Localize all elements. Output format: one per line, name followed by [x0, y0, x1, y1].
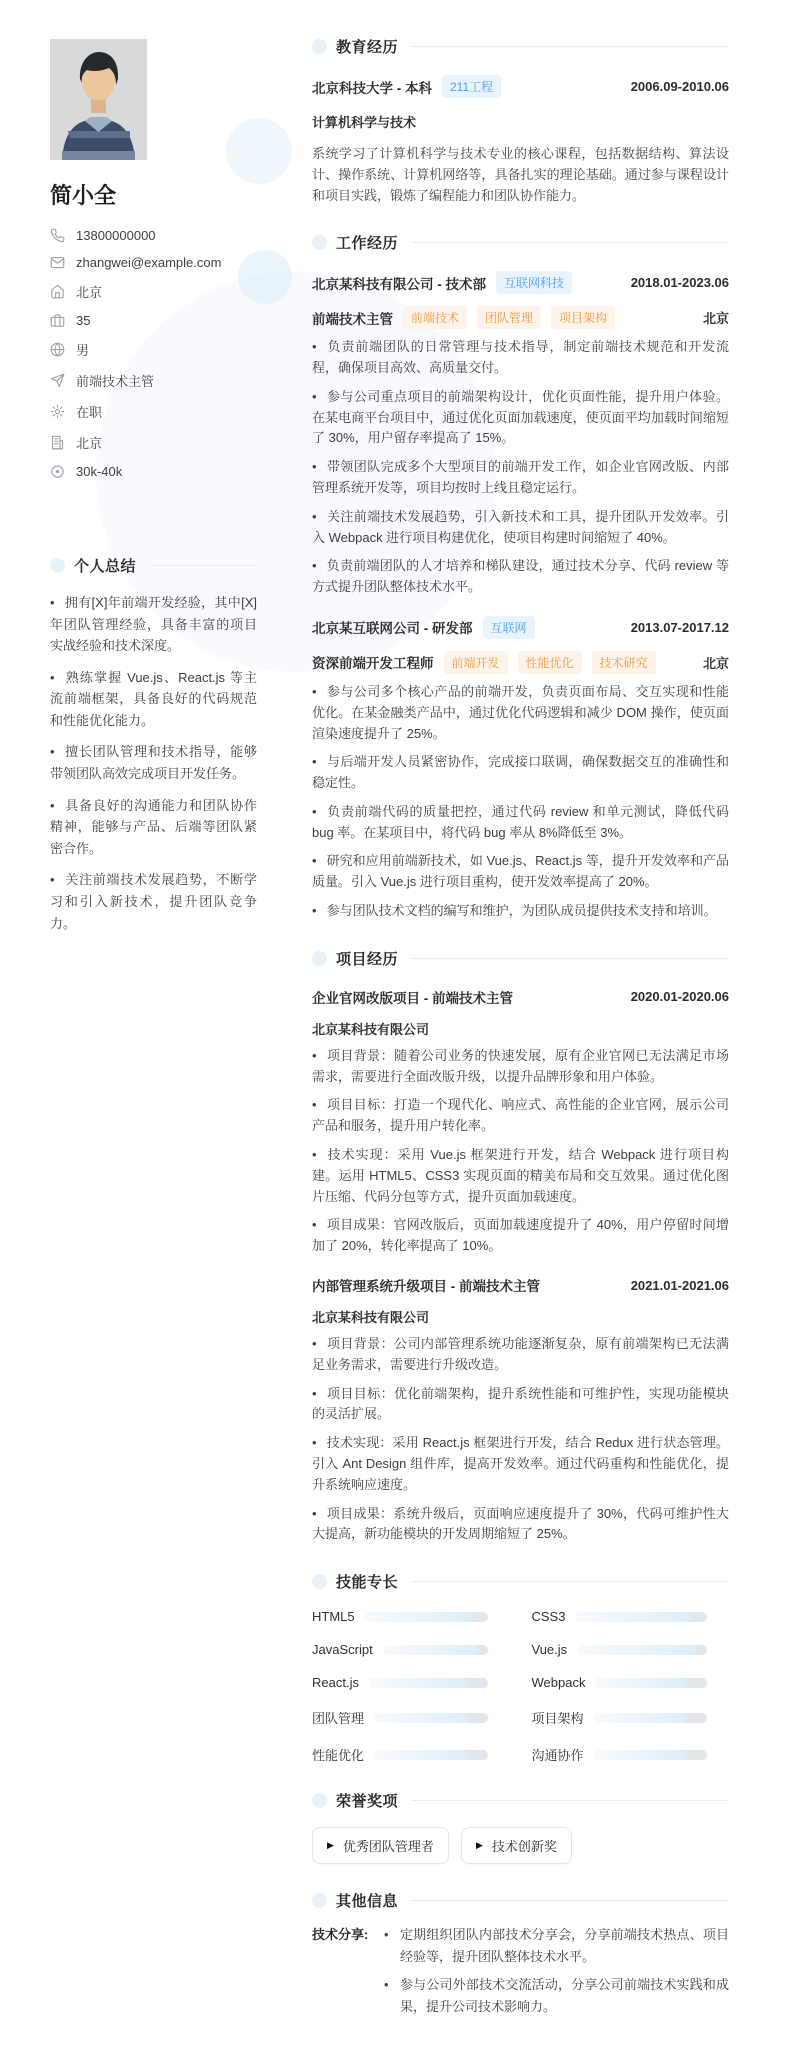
section-icon: [312, 1893, 327, 1908]
project-name: 内部管理系统升级项目 - 前端技术主管: [312, 1279, 540, 1295]
job-title: 资深前端开发工程师: [312, 656, 434, 672]
section-icon: [312, 1574, 327, 1589]
summary-item: • 关注前端技术发展趋势，不断学习和引入新技术，提升团队竞争力。: [50, 869, 257, 934]
project-entry: [312, 1275, 729, 1545]
building-icon: [50, 435, 65, 450]
skill-row: [312, 1642, 488, 1657]
company-name: 北京某互联网公司 - 研发部: [312, 621, 473, 637]
skill-row: [312, 1745, 488, 1764]
award-label: 技术创新奖: [491, 1839, 557, 1855]
project-company: 北京某科技有限公司: [312, 1310, 430, 1326]
project-bullet: • 项目背景：公司内部管理系统功能逐渐复杂，原有前端架构已无法满足业务需求，需要进行升级改造。: [312, 1334, 729, 1376]
award-list: [312, 1827, 729, 1864]
skill-name: CSS3: [531, 1609, 566, 1625]
project-date: 2020.01-2020.06: [630, 989, 729, 1005]
candidate-name: 简小全: [50, 183, 117, 208]
project-date: 2021.01-2021.06: [630, 1277, 729, 1293]
section-title: 工作经历: [336, 235, 399, 253]
section-title: 技能专长: [336, 1574, 399, 1592]
contact-item: [50, 255, 257, 270]
section-icon: [312, 1793, 327, 1808]
job-title: 前端技术主管: [312, 311, 393, 327]
contact-list: [50, 228, 257, 479]
project-bullet: • 项目背景：随着公司业务的快速发展，原有企业官网已无法满足市场需求，需要进行全面改版升级，以提升品牌形象和用户体验。: [312, 1046, 729, 1088]
section-divider: [411, 1581, 729, 1582]
skill-name: Vue.js: [531, 1642, 568, 1658]
skill-row: [532, 1745, 708, 1764]
job-tag: 技术研究: [592, 651, 656, 674]
section-icon: [312, 951, 327, 966]
section-divider: [149, 565, 257, 566]
project-bullets: [312, 1334, 729, 1545]
briefcase-icon: [50, 313, 65, 328]
job-bullet: • 关注前端技术发展趋势，引入新技术和工具，提升团队开发效率。引入 Webpack 进行项目构建优化，使项目构建时间缩短了 40%。: [312, 507, 729, 549]
summary-item: • 具备良好的沟通能力和团队协作精神，能够与产品、后端等团队紧密合作。: [50, 795, 257, 860]
skill-grid: [312, 1609, 707, 1764]
section-title: 个人总结: [74, 558, 137, 575]
awards-section-header: [312, 1790, 729, 1811]
skill-bar-fill: [575, 1612, 691, 1622]
skill-name: React.js: [312, 1675, 359, 1691]
contact-value: 30k-40k: [76, 464, 123, 479]
section-title: 荣誉奖项: [336, 1793, 399, 1811]
job-bullet: • 参与公司重点项目的前端架构设计，优化页面性能，提升用户体验。在某电商平台项目中，通过优化页面加载速度，使页面平均加载时间缩短了 30%，用户留存率提高了 15%。: [312, 387, 729, 449]
skill-name: Webpack: [531, 1675, 586, 1691]
award-label: 优秀团队管理者: [342, 1839, 434, 1855]
job-tags: [403, 306, 615, 329]
job-bullet: • 负责前端代码的质量把控，通过代码 review 和单元测试，降低代码 bug 率。在某项目中，将代码 bug 率从 8%降低至 3%。: [312, 802, 729, 844]
contact-value: 前端技术主管: [76, 374, 155, 389]
skill-bar-track: [374, 1713, 487, 1723]
skill-name: 性能优化: [312, 1748, 365, 1764]
skill-bar-fill: [374, 1713, 470, 1723]
education-description: 系统学习了计算机科学与技术专业的核心课程，包括数据结构、算法设计、操作系统、计算机网络等，具备扎实的理论基础。通过参与课程设计和项目实践，锻炼了编程能力和团队协作能力。: [312, 146, 729, 204]
job-entry: [312, 271, 729, 598]
project-bullet: • 项目成果：系统升级后，页面响应速度提升了 30%，代码可维护性大大提高，新功能模块的开发周期缩短了 25%。: [312, 1504, 729, 1546]
project-bullet: • 技术实现：采用 Vue.js 框架进行开发，结合 Webpack 进行项目构建。运用 HTML5、CSS3 实现页面的精美布局和交互效果。通过优化图片压缩、代码分包等方式，提升页面加载速度。: [312, 1145, 729, 1207]
skill-row: [312, 1708, 488, 1727]
section-divider: [411, 242, 729, 243]
education-section: [312, 36, 729, 206]
summary-item: • 擅长团队管理和技术指导，能够带领团队高效完成项目开发任务。: [50, 741, 257, 784]
contact-value: 35: [76, 313, 91, 328]
summary-list: [50, 592, 257, 934]
contact-item: [50, 282, 257, 301]
job-entry: [312, 616, 729, 922]
job-tags: [444, 651, 656, 674]
skill-bar-track: [577, 1645, 707, 1655]
award-chip[interactable]: [312, 1827, 449, 1864]
awards-section: [312, 1790, 729, 1864]
project-bullets: [312, 1046, 729, 1257]
skill-bar-track: [594, 1750, 707, 1760]
section-icon: [312, 39, 327, 54]
job-bullet: • 参与公司多个核心产品的前端开发，负责页面布局、交互实现和性能优化。在某金融类产品中，通过优化代码逻辑和减少 DOM 操作，使页面渲染速度提升了 25%。: [312, 682, 729, 744]
section-divider: [411, 1800, 729, 1801]
skill-row: [532, 1642, 708, 1657]
job-subheader: [312, 651, 729, 674]
skill-bar-fill: [594, 1750, 687, 1760]
skill-bar-track: [383, 1645, 488, 1655]
gear-icon: [50, 404, 65, 419]
mail-icon: [50, 255, 65, 270]
summary-section-header: [50, 555, 257, 576]
other-items: [382, 1924, 729, 2024]
education-section-header: [312, 36, 729, 57]
industry-badge: 互联网科技: [496, 271, 572, 294]
other-item: • 定期组织团队内部技术分享会，分享前端技术热点、项目经验等，提升团队整体技术水平。: [382, 1924, 729, 1967]
skill-row: [532, 1609, 708, 1624]
contact-value: 男: [76, 343, 90, 358]
job-bullets: [312, 682, 729, 922]
skill-name: JavaScript: [312, 1642, 373, 1658]
school-badge: 211工程: [442, 75, 501, 98]
other-section: [312, 1890, 729, 2024]
skill-name: HTML5: [312, 1609, 355, 1625]
section-divider: [411, 958, 729, 959]
job-location: 北京: [702, 655, 729, 671]
skills-section-header: [312, 1571, 729, 1592]
skill-bar-fill: [595, 1678, 686, 1688]
project-bullet: • 技术实现：采用 React.js 框架进行开发，结合 Redux 进行状态管理。引入 Ant Design 组件库，提高开发效率。通过代码重构和性能优化，提升系统响应速度。: [312, 1433, 729, 1495]
skill-name: 项目架构: [531, 1711, 584, 1727]
section-title: 项目经历: [336, 950, 399, 968]
summary-item: • 熟练掌握 Vue.js、React.js 等主流前端框架，具备良好的代码规范和性能优化能力。: [50, 667, 257, 732]
skill-bar-fill: [383, 1645, 479, 1655]
job-tag: 项目架构: [551, 306, 615, 329]
section-title: 其他信息: [336, 1893, 399, 1911]
skill-name: 团队管理: [312, 1711, 365, 1727]
skill-bar-fill: [374, 1750, 470, 1760]
other-item: • 参与公司外部技术交流活动，分享公司前端技术实践和成果，提升公司技术影响力。: [382, 1974, 729, 2017]
play-icon: [476, 1841, 483, 1850]
contact-value: 北京: [76, 436, 103, 451]
project-bullet: • 项目目标：优化前端架构，提升系统性能和可维护性，实现功能模块的灵活扩展。: [312, 1384, 729, 1426]
job-bullets: [312, 337, 729, 598]
job-bullet: • 与后端开发人员紧密协作，完成接口联调，确保数据交互的准确性和稳定性。: [312, 752, 729, 794]
sidebar: [50, 39, 257, 944]
job-date: 2018.01-2023.06: [630, 275, 729, 291]
contact-item: [50, 340, 257, 359]
send-icon: [50, 373, 65, 388]
job-subheader: [312, 306, 729, 329]
job-header: [312, 616, 729, 639]
project-list: [312, 987, 729, 1545]
work-section-header: [312, 232, 729, 253]
job-header: [312, 271, 729, 294]
skill-row: [532, 1675, 708, 1690]
contact-item: [50, 402, 257, 421]
skill-bar-fill: [365, 1612, 473, 1622]
job-bullet: • 负责前端团队的日常管理与技术指导，制定前端技术规范和开发流程，确保项目高效、高质量交付。: [312, 337, 729, 379]
education-entry-header: [312, 75, 729, 98]
work-section: [312, 232, 729, 922]
contact-item: [50, 313, 257, 328]
contact-item: [50, 464, 257, 479]
job-tag: 前端开发: [444, 651, 508, 674]
skill-bar-fill: [369, 1678, 469, 1688]
section-icon: [312, 235, 327, 250]
job-bullet: • 研究和应用前端新技术，如 Vue.js、React.js 等，提升开发效率和产品质量。引入 Vue.js 进行项目重构，使开发效率提高了 20%。: [312, 851, 729, 893]
award-chip[interactable]: [461, 1827, 572, 1864]
contact-value: zhangwei@example.com: [76, 255, 222, 270]
contact-item: [50, 371, 257, 390]
job-bullet: • 参与团队技术文档的编写和维护，为团队成员提供技术支持和培训。: [312, 901, 729, 922]
skill-bar-track: [369, 1678, 488, 1688]
job-bullet: • 带领团队完成多个大型项目的前端开发工作，如企业官网改版、内部管理系统开发等，项目均按时上线且稳定运行。: [312, 457, 729, 499]
job-tag: 性能优化: [518, 651, 582, 674]
contact-value: 13800000000: [76, 228, 156, 243]
job-location: 北京: [702, 311, 729, 327]
company-name: 北京某科技有限公司 - 技术部: [312, 276, 486, 292]
skill-bar-track: [575, 1612, 707, 1622]
other-section-header: [312, 1890, 729, 1911]
section-icon: [50, 558, 65, 573]
industry-badge: 互联网: [483, 616, 535, 639]
project-entry: [312, 987, 729, 1257]
job-list: [312, 271, 729, 922]
skill-row: [312, 1675, 488, 1690]
skill-row: [532, 1708, 708, 1727]
job-bullet: • 负责前端团队的人才培养和梯队建设，通过技术分享、代码 review 等方式提升团队整体技术水平。: [312, 556, 729, 598]
project-bullet: • 项目目标：打造一个现代化、响应式、高性能的企业官网，展示公司产品和服务，提升用户转化率。: [312, 1095, 729, 1137]
target-icon: [50, 464, 65, 479]
project-company: 北京某科技有限公司: [312, 1021, 430, 1037]
section-title: 教育经历: [336, 39, 399, 56]
project-header: [312, 987, 729, 1007]
school-name: 北京科技大学 - 本科: [312, 80, 432, 96]
skills-section: [312, 1571, 729, 1764]
skill-bar-track: [374, 1750, 487, 1760]
projects-section: [312, 948, 729, 1545]
education-date: 2006.09-2010.06: [630, 79, 729, 94]
contact-value: 北京: [76, 285, 103, 300]
portrait-illustration: [50, 39, 147, 160]
project-name: 企业官网改版项目 - 前端技术主管: [312, 990, 513, 1006]
job-date: 2013.07-2017.12: [630, 619, 729, 635]
phone-icon: [50, 228, 65, 243]
profile-photo: [50, 39, 147, 160]
skill-name: 沟通协作: [531, 1748, 584, 1764]
play-icon: [327, 1841, 334, 1850]
skill-bar-track: [365, 1612, 488, 1622]
other-row: [312, 1924, 729, 2024]
skill-bar-fill: [577, 1645, 696, 1655]
globe-icon: [50, 342, 65, 357]
summary-item: • 拥有[X]年前端开发经验，其中[X]年团队管理经验，具备丰富的项目实战经验和技术深度。: [50, 592, 257, 657]
resume-main: [312, 36, 729, 2050]
skill-row: [312, 1609, 488, 1624]
section-divider: [411, 1900, 729, 1901]
major: 计算机科学与技术: [312, 115, 417, 130]
skill-bar-fill: [594, 1713, 687, 1723]
job-tag: 团队管理: [477, 306, 541, 329]
home-icon: [50, 284, 65, 299]
project-bullet: • 项目成果：官网改版后，页面加载速度提升了 40%，用户停留时间增加了 20%，转化率提高了 10%。: [312, 1215, 729, 1257]
skill-bar-track: [595, 1678, 707, 1688]
contact-item: [50, 228, 257, 243]
section-divider: [411, 46, 729, 47]
job-tag: 前端技术: [403, 306, 467, 329]
contact-item: [50, 433, 257, 452]
project-header: [312, 1275, 729, 1295]
other-label: 技术分享:: [312, 1927, 369, 1943]
projects-section-header: [312, 948, 729, 969]
skill-bar-track: [594, 1713, 707, 1723]
contact-value: 在职: [76, 405, 103, 420]
